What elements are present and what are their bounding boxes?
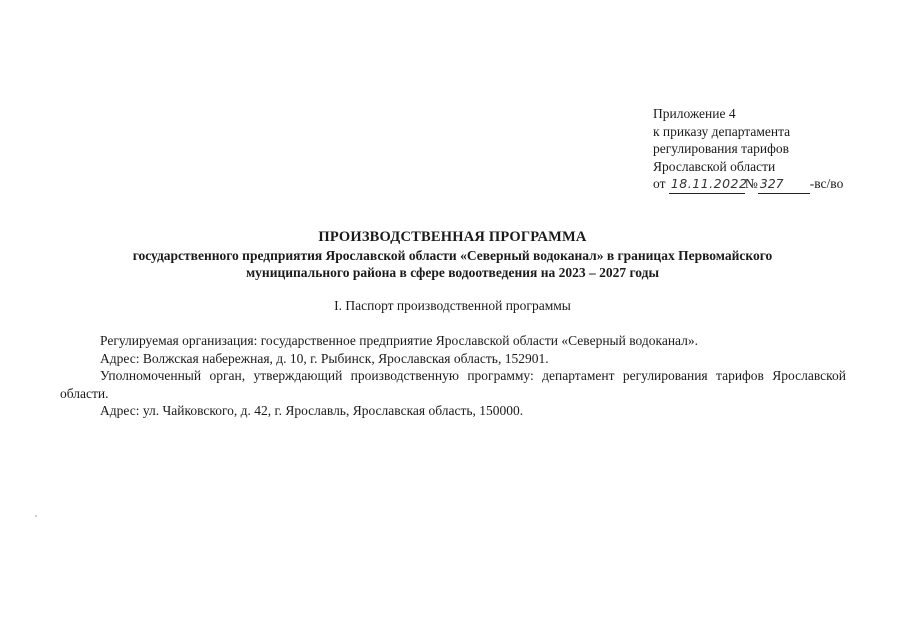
regulated-organization: Регулируемая организация: государственное предприятие Ярославской области «Северный водоканал». <box>100 333 699 348</box>
appendix-line-2: к приказу департамента <box>653 123 791 139</box>
subtitle-line-1: государственного предприятия Ярославской области «Северный водоканал» в границах Первомайского <box>132 248 773 263</box>
date-prefix: от <box>653 176 666 191</box>
appendix-line-1: Приложение 4 <box>653 106 736 121</box>
organization-address: Адрес: Волжская набережная, д. 10, г. Рыбинск, Ярославская область, 152901. <box>100 350 549 366</box>
appendix-line-4: Ярославской области <box>653 158 776 174</box>
handwritten-order-number: 327 <box>758 175 810 194</box>
number-sign: № <box>744 176 758 191</box>
order-date-line <box>653 175 893 194</box>
authorized-body: Уполномоченный орган, утверждающий производственную программу: департамент регулирования тарифов Ярославской области. <box>60 368 846 401</box>
document-title: ПРОИЗВОДСТВЕННАЯ ПРОГРАММА <box>318 229 587 245</box>
document-subtitle <box>60 247 845 281</box>
section-heading: I. Паспорт производственной программы <box>334 298 571 313</box>
handwritten-date: 18.11.2022 <box>669 175 745 194</box>
authorized-body-address: Адрес: ул. Чайковского, д. 42, г. Ярославль, Ярославская область, 150000. <box>100 403 524 418</box>
appendix-line-3: регулирования тарифов <box>653 141 790 156</box>
scan-speck <box>35 515 37 517</box>
appendix-header <box>653 105 893 194</box>
subtitle-line-2: муниципального района в сфере водоотведения на 2023 – 2027 годы <box>245 265 660 280</box>
order-number-suffix: -вс/во <box>809 176 844 191</box>
passport-body <box>60 332 846 420</box>
